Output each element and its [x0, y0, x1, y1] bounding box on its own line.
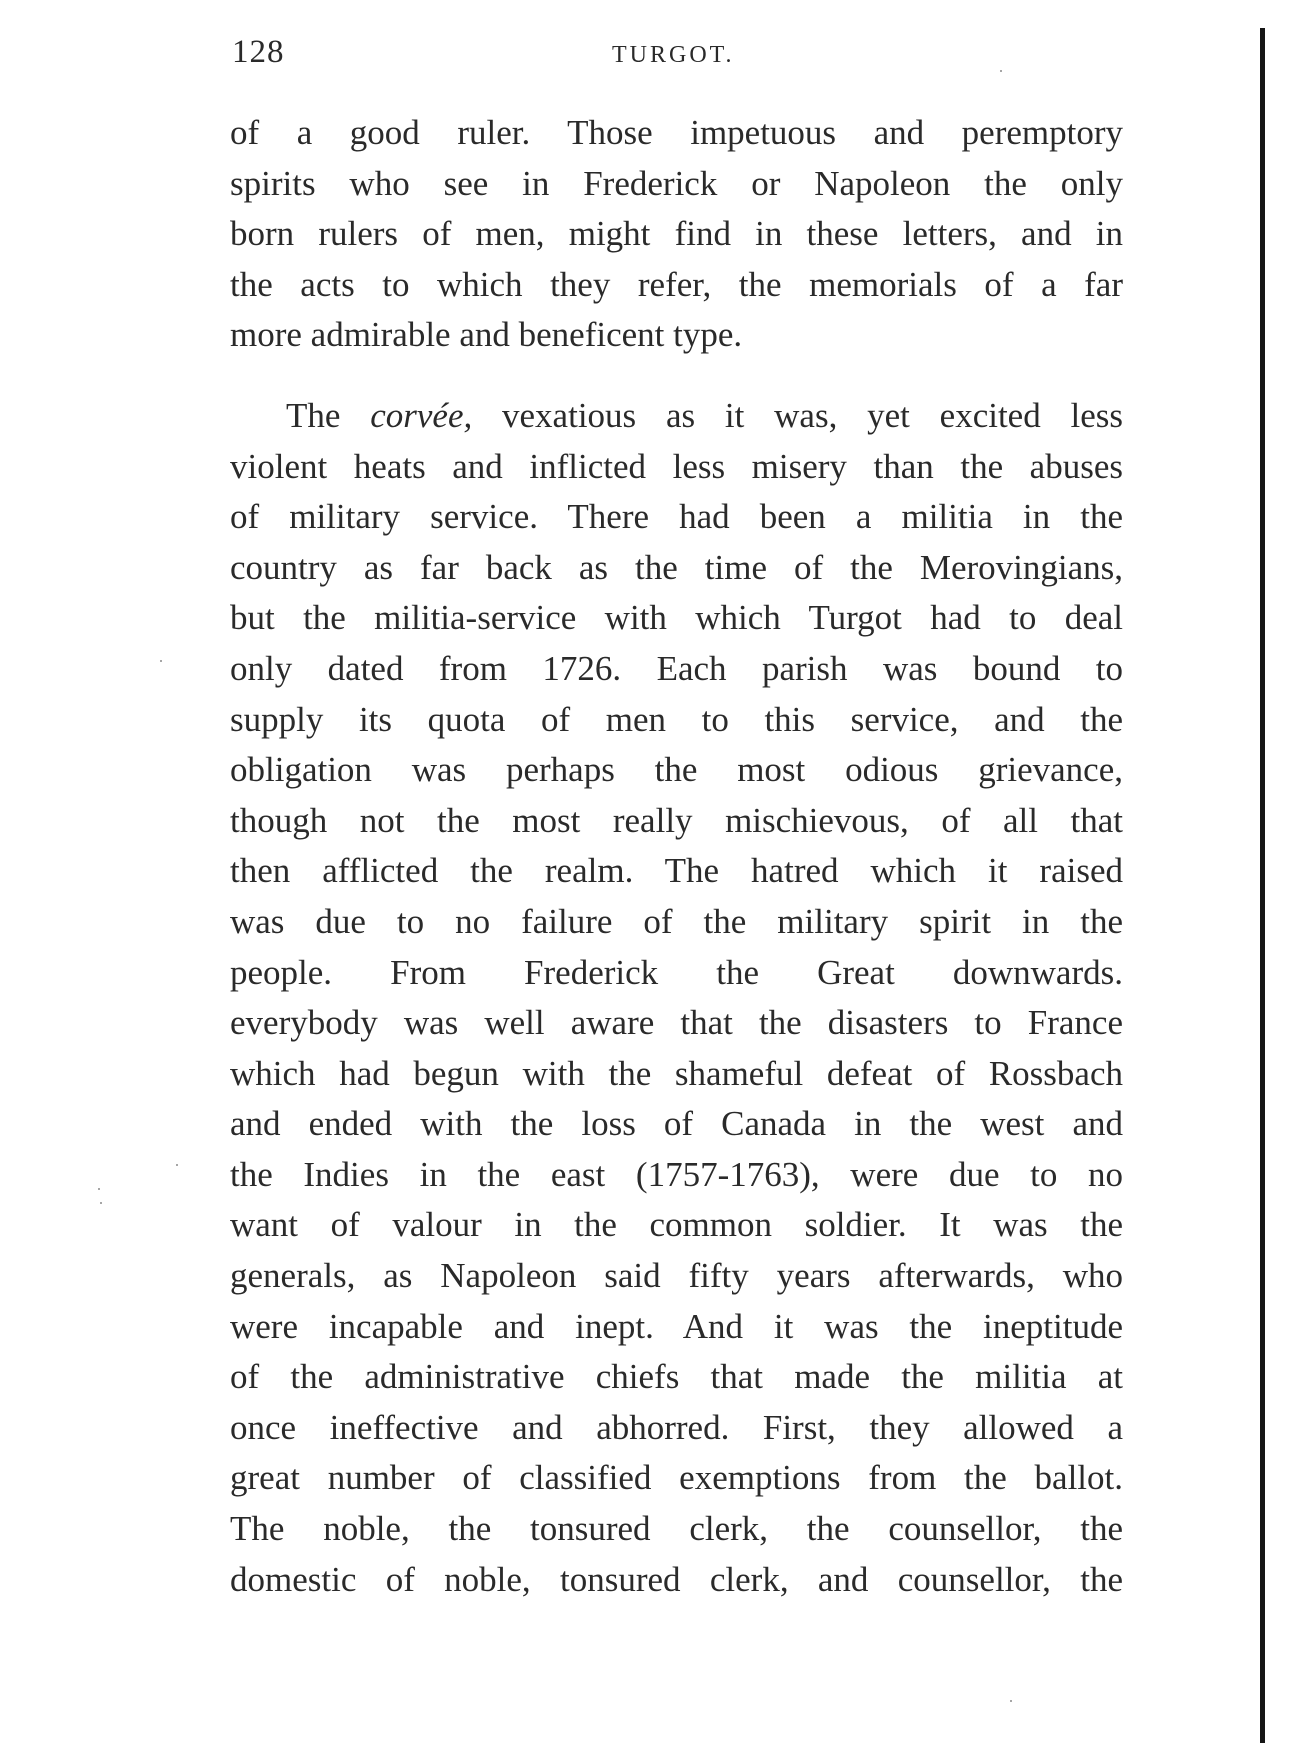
text-line: was due to no failure of the military spirit in the	[230, 901, 1123, 941]
text-line: of a good ruler. Those impetuous and peremptory	[230, 113, 1123, 152]
scan-speck	[1010, 1700, 1012, 1702]
text-line: people. From Frederick the Great downwards.	[230, 952, 1123, 992]
paragraph	[230, 108, 1123, 361]
text-line: the Indies in the east (1757-1763), were due to no	[230, 1154, 1123, 1194]
text-line: more admirable and beneficent type.	[230, 315, 743, 355]
text-line: but the militia-service with which Turgot had to deal	[230, 598, 1123, 638]
text-line: country as far back as the time of the Merovingians,	[230, 547, 1123, 587]
scan-speck	[98, 1188, 100, 1190]
text-line: want of valour in the common soldier. It was the	[230, 1205, 1123, 1245]
text-line: once ineffective and abhorred. First, they allowed a	[230, 1407, 1123, 1447]
text-line: domestic of noble, tonsured clerk, and counsellor, the	[230, 1559, 1123, 1599]
italic-term: corvée,	[370, 395, 473, 435]
paragraph-gap	[230, 361, 1123, 391]
text-line: born rulers of men, might find in these letters, and in	[230, 214, 1123, 254]
text-line: were incapable and inept. And it was the ineptitude	[230, 1306, 1123, 1346]
text-line: only dated from 1726. Each parish was bound to	[230, 648, 1123, 688]
scan-speck	[176, 1164, 178, 1166]
text-run: The	[286, 395, 371, 435]
text-line: supply its quota of men to this service, and the	[230, 699, 1123, 739]
text-line	[230, 391, 1123, 442]
page-number: 128	[232, 34, 285, 70]
scan-speck	[1000, 70, 1002, 72]
text-line: then afflicted the realm. The hatred which it raised	[230, 851, 1123, 891]
scan-speck	[100, 1202, 102, 1204]
paragraph	[230, 391, 1123, 1605]
scan-speck	[160, 660, 162, 662]
text-line: everybody was well aware that the disasters to France	[230, 1003, 1123, 1043]
page-edge-rule	[1260, 28, 1265, 1743]
text-line: great number of classified exemptions from the ballot.	[230, 1458, 1123, 1498]
text-line: of military service. There had been a militia in the	[230, 497, 1123, 537]
text-line: which had begun with the shameful defeat of Rossbach	[230, 1053, 1123, 1093]
text-run: vexatious as it was, yet excited less	[472, 395, 1124, 435]
text-line: and ended with the loss of Canada in the west and	[230, 1104, 1123, 1144]
text-line: of the administrative chiefs that made the militia at	[230, 1357, 1123, 1397]
body-text	[230, 108, 1123, 1605]
text-line: the acts to which they refer, the memorials of a far	[230, 264, 1123, 304]
text-line: violent heats and inflicted less misery than the abuses	[230, 446, 1123, 486]
running-title: TURGOT.	[612, 42, 735, 68]
text-line: The noble, the tonsured clerk, the counsellor, the	[230, 1509, 1123, 1549]
text-line: though not the most really mischievous, of all that	[230, 800, 1123, 840]
text-line: spirits who see in Frederick or Napoleon the only	[230, 163, 1123, 203]
text-line: generals, as Napoleon said fifty years afterwards, who	[230, 1256, 1123, 1296]
text-line: obligation was perhaps the most odious grievance,	[230, 750, 1123, 790]
